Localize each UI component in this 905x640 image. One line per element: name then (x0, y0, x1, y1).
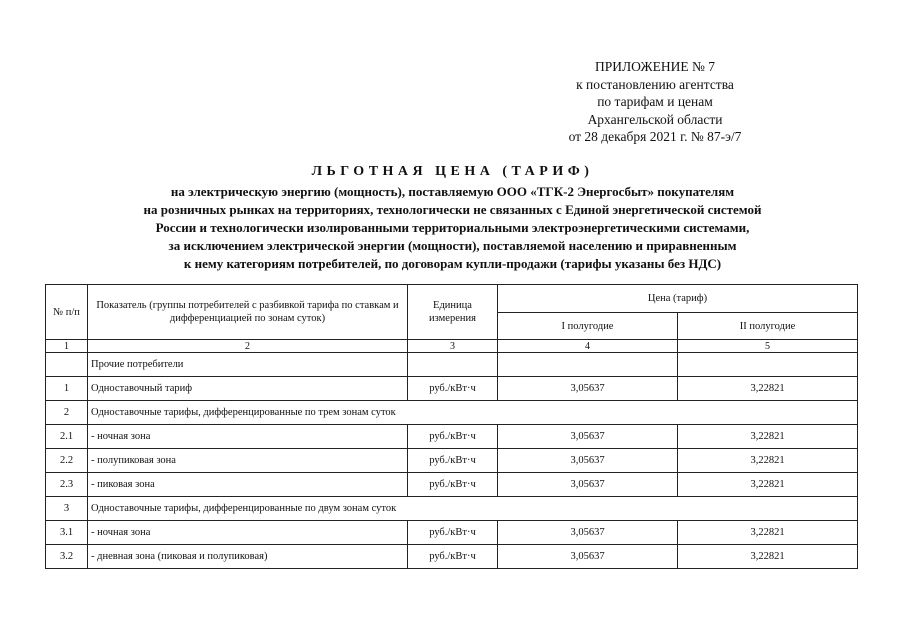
appendix-date: от 28 декабря 2021 г. № 87-э/7 (568, 129, 742, 144)
unit-cell: руб./кВт·ч (408, 449, 498, 473)
header-num: № п/п (46, 285, 88, 340)
column-numbers-row (46, 340, 858, 353)
header-price: Цена (тариф) (498, 285, 858, 313)
unit-cell: руб./кВт·ч (408, 521, 498, 545)
table-row (46, 377, 858, 401)
subtitle-line: за исключением электрической энергии (мощности), поставляемой населению и приравненным (168, 238, 737, 253)
document-title: ЛЬГОТНАЯ ЦЕНА (ТАРИФ) (311, 164, 594, 179)
indicator-label: - ночная зона (88, 425, 408, 449)
column-number: 3 (408, 340, 498, 353)
row-number: 3.2 (46, 545, 88, 569)
header-unit: Единица измерения (408, 285, 498, 340)
row-number: 1 (46, 377, 88, 401)
unit-cell: руб./кВт·ч (408, 473, 498, 497)
indicator-label: - ночная зона (88, 521, 408, 545)
table-body (46, 353, 858, 569)
table-row (46, 521, 858, 545)
price-half2-cell: 3,22821 (678, 449, 858, 473)
document-subtitle (40, 183, 865, 273)
row-number: 2 (46, 401, 88, 425)
category-label: Прочие потребители (88, 353, 408, 377)
price-half2-cell (678, 353, 858, 377)
price-half2-cell: 3,22821 (678, 425, 858, 449)
appendix-line: к постановлению агентства (576, 76, 734, 92)
price-half2-cell: 3,22821 (678, 521, 858, 545)
price-half1-cell: 3,05637 (498, 473, 678, 497)
price-half1-cell: 3,05637 (498, 545, 678, 569)
price-half1-cell: 3,05637 (498, 425, 678, 449)
price-half1-cell (498, 353, 678, 377)
price-half1-cell: 3,05637 (498, 449, 678, 473)
header-half1: I полугодие (498, 313, 678, 340)
row-number (46, 353, 88, 377)
column-number: 2 (88, 340, 408, 353)
section-label: Одноставочные тарифы, дифференцированные по трем зонам суток (88, 401, 858, 425)
appendix-line: Архангельской области (587, 111, 723, 127)
indicator-label: - полупиковая зона (88, 449, 408, 473)
table-row (46, 449, 858, 473)
indicator-label: - пиковая зона (88, 473, 408, 497)
indicator-label: Одноставочный тариф (88, 377, 408, 401)
unit-cell: руб./кВт·ч (408, 425, 498, 449)
table-row (46, 353, 858, 377)
price-half2-cell: 3,22821 (678, 473, 858, 497)
appendix-number: ПРИЛОЖЕНИЕ № 7 (594, 59, 716, 74)
unit-cell: руб./кВт·ч (408, 545, 498, 569)
column-number: 1 (46, 340, 88, 353)
column-number: 4 (498, 340, 678, 353)
subtitle-line: на розничных рынках на территориях, технологически не связанных с Единой энергетической системой (143, 202, 762, 217)
row-number: 3 (46, 497, 88, 521)
tariff-table (45, 284, 858, 569)
row-number: 2.2 (46, 449, 88, 473)
appendix-header (520, 58, 790, 146)
appendix-line: по тарифам и ценам (597, 94, 713, 109)
row-number: 2.1 (46, 425, 88, 449)
price-half2-cell: 3,22821 (678, 377, 858, 401)
row-number: 3.1 (46, 521, 88, 545)
price-half1-cell: 3,05637 (498, 377, 678, 401)
unit-cell: руб./кВт·ч (408, 377, 498, 401)
indicator-label: - дневная зона (пиковая и полупиковая) (88, 545, 408, 569)
table-row (46, 401, 858, 425)
document-title-block (40, 162, 865, 273)
subtitle-line: на электрическую энергию (мощность), поставляемую ООО «ТГК-2 Энергосбыт» покупателям (170, 184, 735, 199)
header-indicator: Показатель (группы потребителей с разбивкой тарифа по ставкам и дифференциацией по зонам суток) (88, 285, 408, 340)
table-row (46, 545, 858, 569)
price-half2-cell: 3,22821 (678, 545, 858, 569)
price-half1-cell: 3,05637 (498, 521, 678, 545)
column-number: 5 (678, 340, 858, 353)
section-label: Одноставочные тарифы, дифференцированные по двум зонам суток (88, 497, 858, 521)
table-row (46, 473, 858, 497)
unit-cell (408, 353, 498, 377)
row-number: 2.3 (46, 473, 88, 497)
table-header (46, 285, 858, 353)
header-half2: II полугодие (678, 313, 858, 340)
subtitle-line: России и технологически изолированными территориальными электроэнергетическими системами, (155, 220, 750, 235)
subtitle-line: к нему категориям потребителей, по договорам купли-продажи (тарифы указаны без НДС) (183, 256, 722, 271)
table-row (46, 425, 858, 449)
table-row (46, 497, 858, 521)
